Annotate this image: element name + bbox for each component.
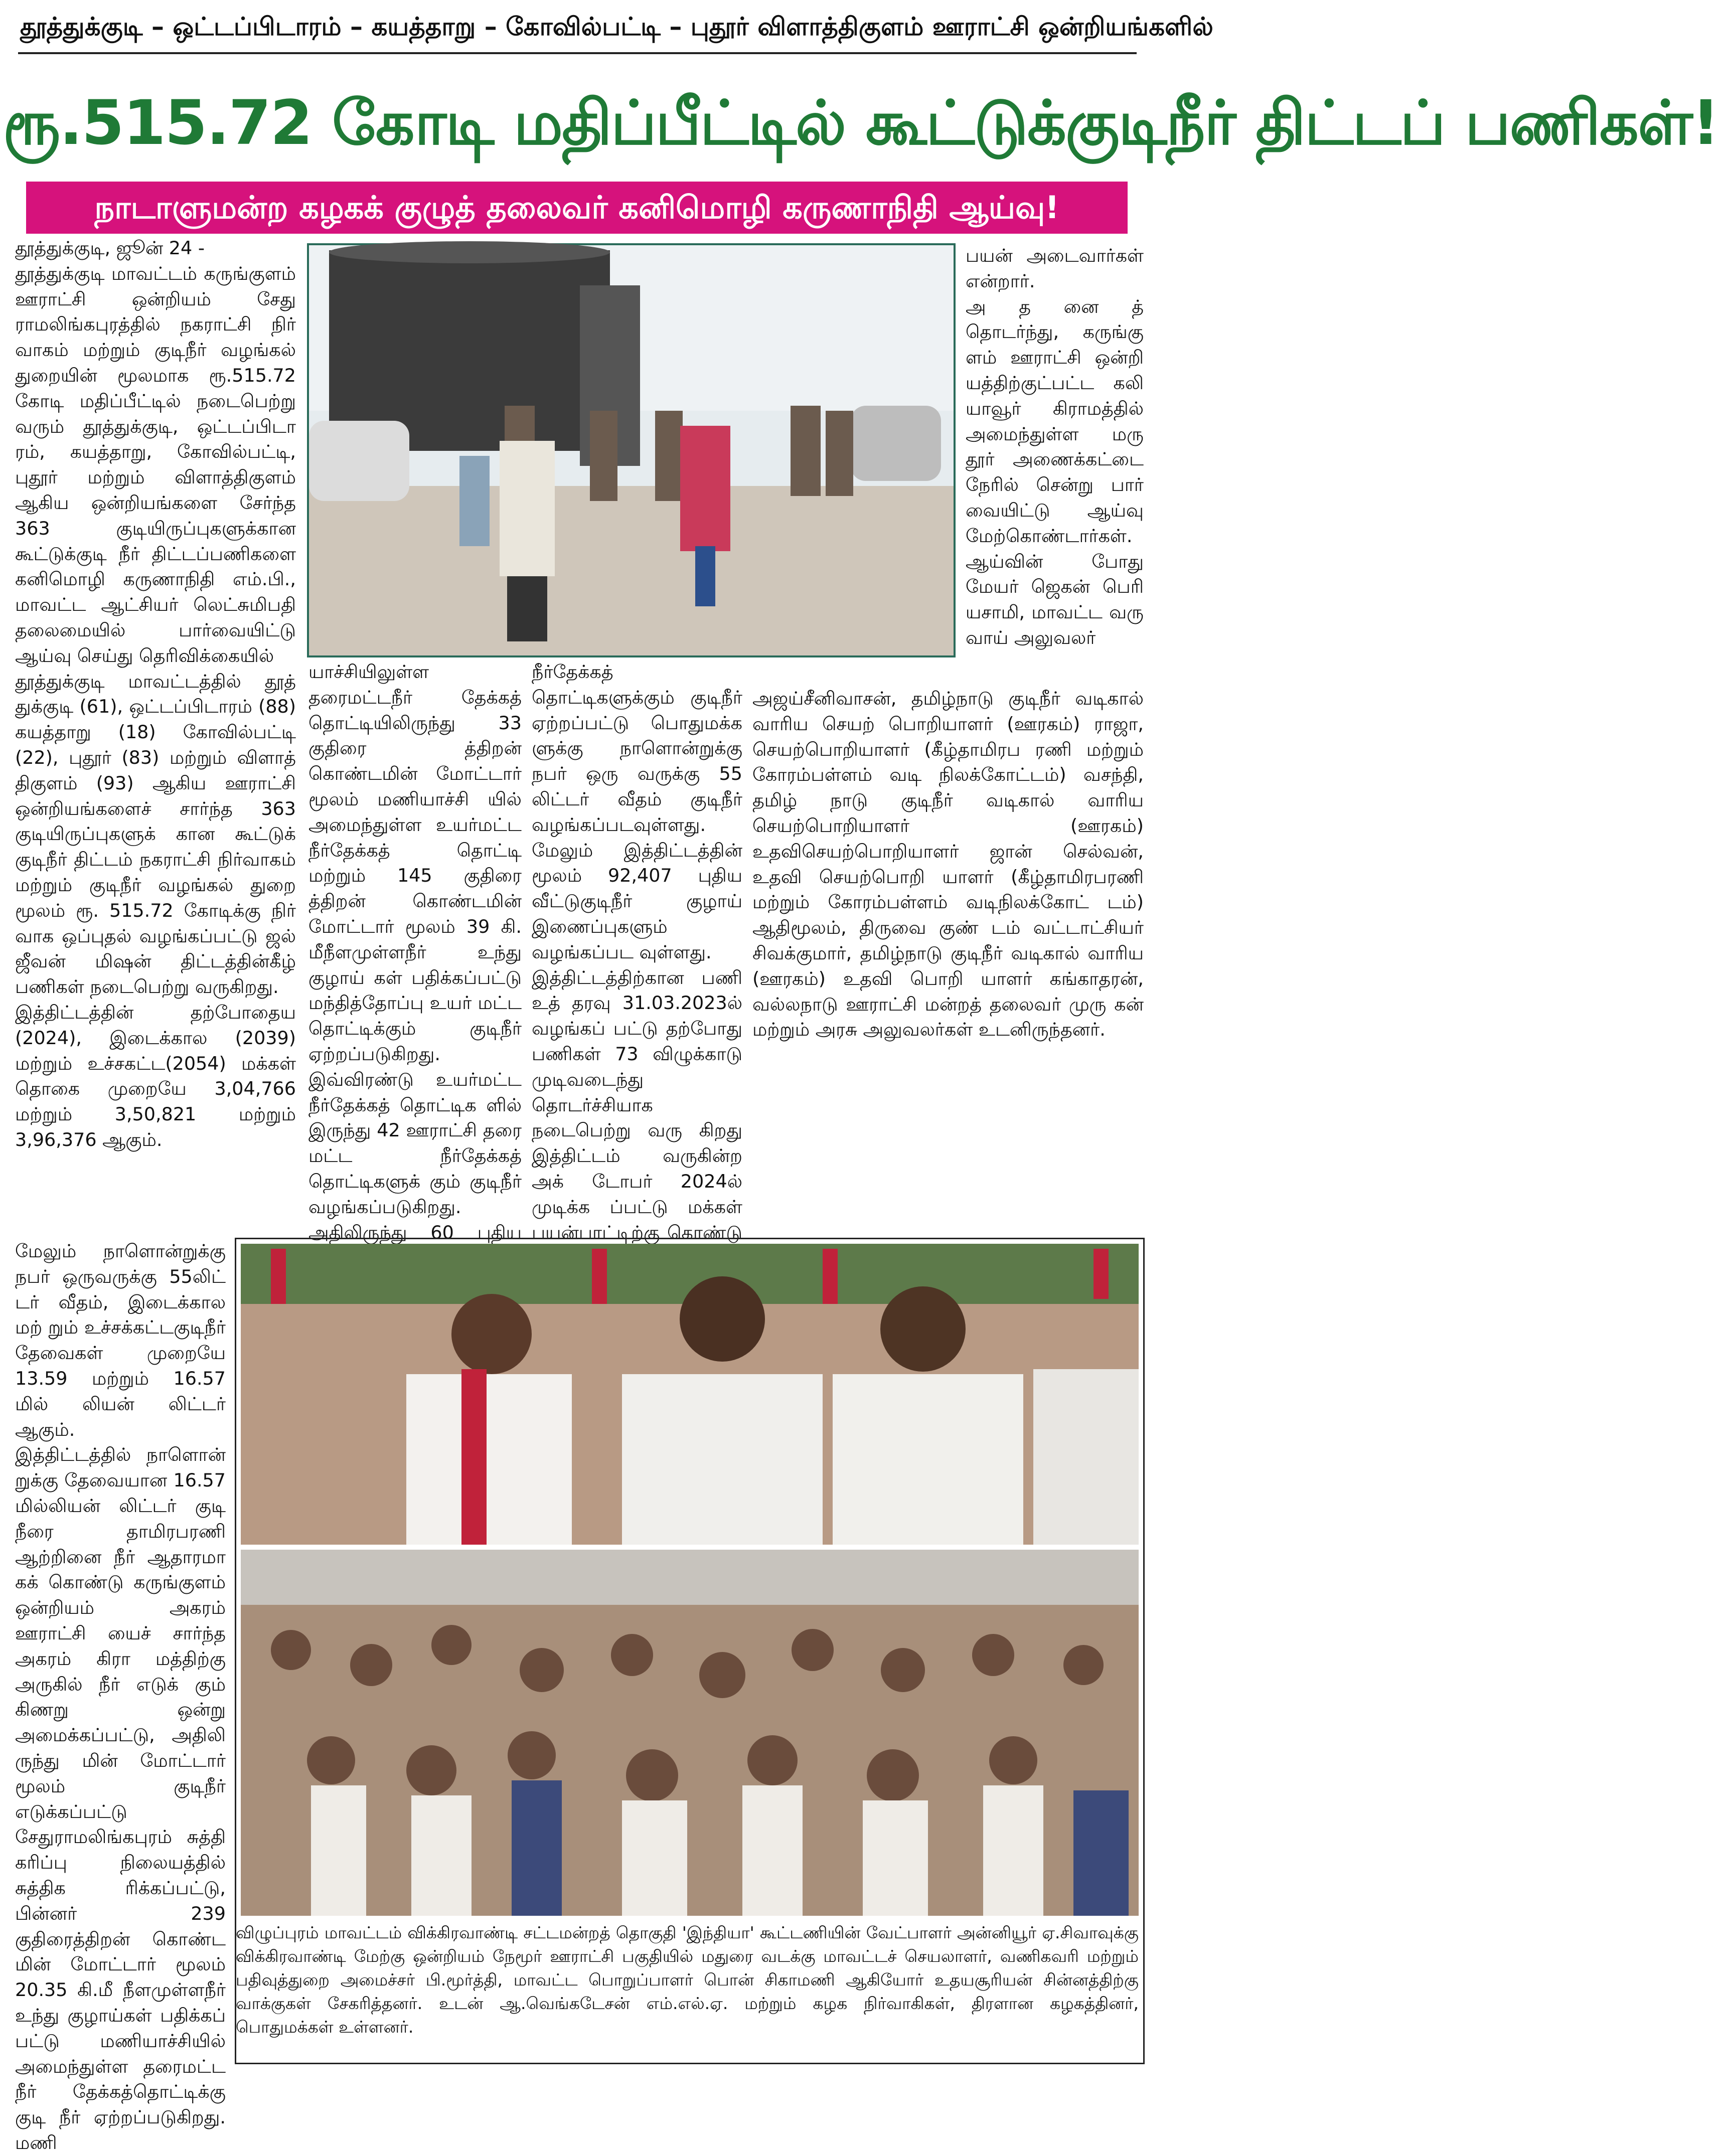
photo-caption: விழுப்புரம் மாவட்டம் விக்கிரவாண்டி சட்டமன்றத் தொகுதி 'இந்தியா' கூட்டணியின் வேட்பாளர் அன்னியூர் ஏ.சிவாவுக்கு விக்கிரவாண்டி மேற்கு ஒன்றியம் நேமூர் ஊராட்சி பகுதியில் மதுரை வடக்கு மாவட்டச் செயலாளர், வணிகவரி மற்றும் பதிவுத்துறை அமைச்சர் பி.மூர்த்தி, மாவட்ட பொறுப்பாளர் பொன் சிகாமணி ஆகியோர் உதயசூரியன் சின்னத்திற்கு வாக்குகள் சேகரித்தனர். உடன் ஆ.வெங்கடேசன் எம்.எல்.ஏ. மற்றும் கழக நிர்வாகிகள், திரளான கழகத்தினர், பொதுமக்கள் உள்ளனர். xyxy=(236,1923,1139,2037)
campaign-photo-crowd-image xyxy=(241,1550,1139,1916)
headline: ரூ.515.72 கோடி மதிப்பீட்டில் கூட்டுக்குடிநீர் திட்டப் பணிகள்! xyxy=(3,87,1719,158)
campaign-photo-leaders-image xyxy=(241,1244,1139,1545)
article-column-1 xyxy=(15,236,296,1234)
subhead-banner: நாடாளுமன்ற கழகக் குழுத் தலைவர் கனிமொழி கருணாநிதி ஆய்வு! xyxy=(26,182,1128,234)
article-text: மேலும் நாளொன்றுக்கு நபர் ஒருவருக்கு 55லிட் டர் வீதம், இடைக்கால மற் றும் உச்சக்கட்டகுடிநீர் தேவைகள் முறையே 13.59 மற்றும் 16.57 மில் லியன் லிட்டர் ஆகும். இத்திட்டத்தில் நாளொன் றுக்கு தேவையான 16.57 மில்லியன் லிட்டர் குடி நீரை தாமிரபரணி ஆற்றினை நீர் ஆதாரமா கக் கொண்டு கருங்குளம் ஒன்றியம் அகரம் ஊராட்சி யைச் சார்ந்த அகரம் கிரா மத்திற்கு அருகில் நீர் எடுக் கும் கிணறு ஒன்று அமைக்கப்பட்டு, அதிலி ருந்து மின் மோட்டார் மூலம் குடிநீர் எடுக்கப்பட்டு சேதுராமலிங்கபுரம் சுத்தி கரிப்பு நிலையத்தில் சுத்திக ரிக்கப்பட்டு, பின்னர் 239 குதிரைத்திறன் கொண்ட மின் மோட்டார் மூலம் 20.35 கி.மீ நீளமுள்ளநீர் உந்து குழாய்கள் பதிக்கப் பட்டு மணியாச்சியில் அமைந்துள்ள தரைமட்ட நீர் தேக்கத்தொட்டிக்கு குடி நீர் ஏற்றப்படுகிறது. மணி xyxy=(15,1240,226,2153)
article-text: தூத்துக்குடி, ஜூன் 24 - தூத்துக்குடி மாவட்டம் கருங்குளம் ஊராட்சி ஒன்றியம் சேது ராமலிங்கபுரத்தில் நகராட்சி நிர் வாகம் மற்றும் குடிநீர் வழங்கல் துறையின் மூலமாக ரூ.515.72 கோடி மதிப்பீட்டில் நடைபெற்று வரும் தூத்துக்குடி, ஒட்டப்பிடா ரம், கயத்தாறு, கோவில்பட்டி, புதூர் மற்றும் விளாத்திகுளம் ஆகிய ஒன்றியங்களை சேர்ந்த 363 குடியிருப்புகளுக்கான கூட்டுக்குடி நீர் திட்டப்பணிகளை கனிமொழி கருணாநிதி எம்.பி., மாவட்ட ஆட்சியர் லெட்சுமிபதி தலைமையில் பார்வையிட்டு ஆய்வு செய்து தெரிவிக்கையில் தூத்துக்குடி மாவட்டத்தில் தூத் துக்குடி (61), ஒட்டப்பிடாரம் (88) கயத்தாறு (18) கோவில்பட்டி (22), புதூர் (83) மற்றும் விளாத் திகுளம் (93) ஆகிய ஊராட்சி ஒன்றியங்களைச் சார்ந்த 363 குடியிருப்புகளுக் கான கூட்டுக் குடிநீர் திட்டம் நகராட்சி நிர்வாகம் மற்றும் குடிநீர் வழங்கல் துறை மூலம் ரூ. 515.72 கோடிக்கு நிர் வாக ஒப்புதல் வழங்கப்பட்டு ஜல் ஜீவன் மிஷன் திட்டத்தின்கீழ் பணிகள் நடைபெற்று வருகிறது. இத்திட்டத்தின் தற்போதைய (2024), இடைக்கால (2039) மற்றும் உச்சகட்ட(2054) மக்கள் தொகை முறையே 3,04,766 மற்றும் 3,50,821 மற்றும் 3,96,376 ஆகும். xyxy=(15,237,296,1150)
article-text: பயன் அடைவார்கள் என்றார். அ த னை த் தொடர்ந்து, கருங்கு ளம் ஊராட்சி ஒன்றி யத்திற்குட்பட்ட கலி யாவூர் கிராமத்தில் அமைந்துள்ள மரு தூர் அணைக்கட்டை நேரில் சென்று பார் வையிட்டு ஆய்வு மேற்கொண்டார்கள். ஆய்வின் போது மேயர் ஜெகன் பெரி யசாமி, மாவட்ட வரு வாய் அலுவலர் xyxy=(966,245,1144,648)
campaign-photo-leaders xyxy=(241,1244,1139,1545)
kicker-line: தூத்துக்குடி – ஒட்டப்பிடாரம் – கயத்தாறு – கோவில்பட்டி – புதூர் விளாத்திகுளம் ஊராட்சி ஒன்றியங்களில் xyxy=(20,12,1213,41)
article-text: அஜய்சீனிவாசன், தமிழ்நாடு குடிநீர் வடிகால் வாரிய செயற் பொறியாளர் (ஊரகம்) ராஜா, செயற்பொறியாளர் (கீழ்தாமிரப ரணி மற்றும் கோரம்பள்ளம் வடி நிலக்கோட்டம்) வசந்தி, தமிழ் நாடு குடிநீர் வடிகால் வாரிய செயற்பொறியாளர் (ஊரகம்) உதவிசெயற்பொறியாளர் ஜான் செல்வன், உதவி செயற்பொறி யாளர் (கீழ்தாமிரபரணி மற்றும் கோரம்பள்ளம் வடிநிலக்கோட் டம்) ஆதிமூலம், திருவை குண் டம் வட்டாட்சியர் சிவக்குமார், தமிழ்நாடு குடிநீர் வடிகால் வாரிய (ஊரகம்) உதவி பொறி யாளர் கங்காதரன், வல்லநாடு ஊராட்சி மன்றத் தலைவர் முரு கன் மற்றும் அரசு அலுவலர்கள் உடனிருந்தனர். xyxy=(752,688,1144,1041)
article-column-2 xyxy=(308,659,522,1243)
inspection-photo-image xyxy=(309,245,954,655)
article-column-1-continued xyxy=(15,1239,226,2153)
article-column-4 xyxy=(966,243,1144,659)
inspection-photo xyxy=(307,243,956,657)
article-text: நீர்தேக்கத் தொட்டிகளுக்கும் குடிநீர் ஏற்றப்பட்டு பொதுமக்க ளுக்கு நாளொன்றுக்கு நபர் ஒரு வருக்கு 55 லிட்டர் வீதம் குடிநீர் வழங்கப்படவுள்ளது. மேலும் இத்திட்டத்தின் மூலம் 92,407 புதிய வீட்டுகுடிநீர் குழாய் இணைப்புகளும் வழங்கப்பட வுள்ளது. இத்திட்டத்திற்கான பணி உத் தரவு 31.03.2023ல் வழங்கப் பட்டு தற்போது பணிகள் 73 விழுக்காடு முடிவடைந்து தொடர்ச்சியாக நடைபெற்று வரு கிறது இத்திட்டம் வருகின்ற அக் டோபர் 2024ல் முடிக்க ப்பட்டு மக்கள் பயன்பாட்டிற்கு கொண்டு xyxy=(532,661,742,1243)
article-text: யாச்சியிலுள்ள தரைமட்டநீர் தேக்கத் தொட்டியிலிருந்து 33 குதிரை த்திறன் கொண்டமின் மோட்டார் மூலம் மணியாச்சி யில் அமைந்துள்ள உயர்மட்ட நீர்தேக்கத் தொட்டி மற்றும் 145 குதிரை த்திறன் கொண்டமின் மோட்டார் மூலம் 39 கி. மீநீளமுள்ளநீர் உந்து குழாய் கள் பதிக்கப்பட்டு மந்தித்தோப்பு உயர் மட்ட தொட்டிக்கும் குடிநீர் ஏற்றப்படுகிறது. இவ்விரண்டு உயர்மட்ட நீர்தேக்கத் தொட்டிக ளில் இருந்து 42 ஊராட்சி தரை மட்ட நீர்தேக்கத் தொட்டிகளுக் கும் குடிநீர் வழங்கப்படுகிறது. அதிலிருந்து 60 புதிய xyxy=(308,661,522,1243)
kicker-rule xyxy=(18,52,1137,54)
article-column-3 xyxy=(532,659,742,1243)
article-column-4-continued xyxy=(752,686,1144,1238)
campaign-photo-crowd xyxy=(241,1550,1139,1916)
